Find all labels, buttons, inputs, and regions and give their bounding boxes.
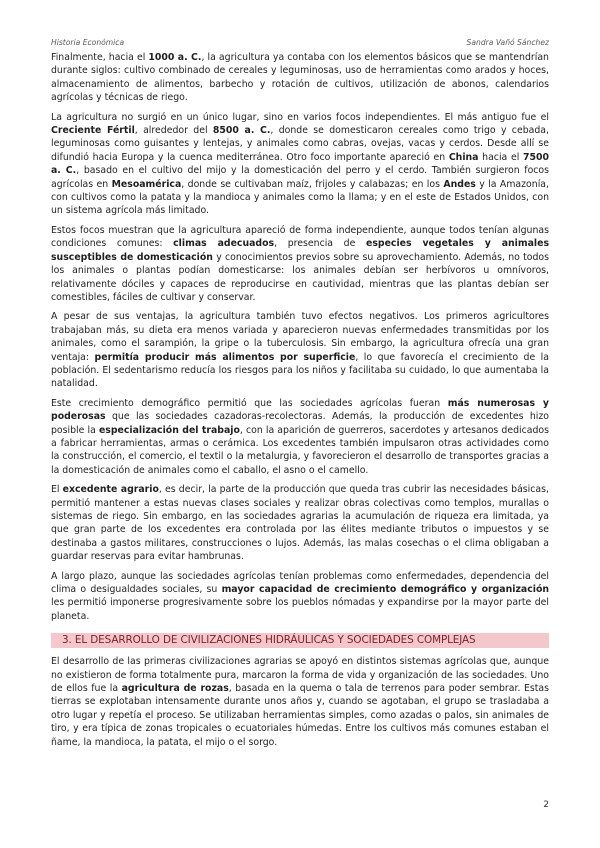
text-run: , donde se domesticaron cereales como trigo y cebada, leguminosas como guisantes y lentejas, y animales como cabras, ovejas, vacas y cerdos. Desde allí se difundió hacia Europa y la cuenca mediterránea. Otro foco importante apareció en — [51, 125, 549, 163]
text-run: , donde se cultivaban maíz, frijoles y calabazas; en los — [181, 178, 444, 190]
bold-term: Creciente Fértil — [51, 125, 135, 137]
text-run: Este crecimiento demográfico permitió que las sociedades agrícolas fueran — [51, 397, 448, 409]
bold-term: excedente agrario — [62, 484, 159, 496]
text-run: les permitió imponerse progresivamente sobre los pueblos nómadas y expandirse por la mayor parte del planeta. — [51, 597, 549, 622]
bold-term: Mesoamérica — [111, 178, 182, 190]
text-run: , basada en la quema o tala de terrenos para poder sembrar. Estas tierras se explotaban intensamente durante unos años y, cuando se agotaban, el grupo se trasladaba a otro lugar y repetía el proceso. Se utilizaban herramientas simples, como azadas o palos, sin animales de tiro, y era típica de zonas tropicales o ecuatoriales húmedas. Entre los cultivos más comunes estaban el ñame, la mandioca, la patata, el mijo o el sorgo. — [51, 683, 550, 748]
bold-term: 7500 a. C. — [51, 151, 549, 177]
text-run: Estos focos muestran que la agricultura apareció de forma independiente, aunque todos tenían algunas condiciones comunes: — [51, 224, 549, 250]
bold-term: mayor capacidad de crecimiento demográfico y organización — [221, 584, 550, 596]
text-run: , es decir, la parte de la producción que queda tras cubrir las necesidades básicas, permitió mantener a estas nuevas clases sociales y realizar obras colectivas como templos, murallas o sistemas de riego. Sin embargo, en las sociedades agrarias la acumulación de riqueza era limitada, ya que gran parte de los excedentes era controlada por las élites mediante tributos o impuestos y se destinaba a gastos militares, construcciones o lujos. Además, las malas cosechas o el clima obligaban a guardar reservas para evitar hambrunas. — [51, 484, 549, 563]
section-paragraphs — [51, 655, 549, 749]
body-paragraphs — [51, 51, 549, 623]
text-run: El — [51, 484, 63, 496]
bold-term: 1000 a. C. — [148, 52, 202, 63]
bold-term: China — [448, 151, 479, 163]
bold-term: permitía producir más alimentos por superficie — [94, 351, 356, 363]
text-run: A largo plazo, aunque las sociedades agrícolas tenían problemas como enfermedades, dependencia del clima o desigualdades sociales, su — [51, 570, 549, 596]
bold-term: 8500 a. C. — [212, 125, 271, 137]
text-run: hacia el — [478, 151, 523, 163]
paragraph — [51, 397, 549, 477]
paragraph — [51, 111, 549, 218]
bold-term: especialización del trabajo — [98, 424, 240, 436]
page-number: 2 — [543, 800, 549, 810]
text-run: y la Amazonía, con cultivos como la patata y la mandioca y animales como la llama; y en el este de Estados Unidos, con un sistema agrícola más limitado. — [51, 178, 549, 217]
paragraph — [51, 655, 549, 749]
text-run: La agricultura no surgió en un único lugar, sino en varios focos independientes. El más antiguo fue el — [51, 111, 549, 123]
text-run: A pesar de sus ventajas, la agricultura también tuvo efectos negativos. Los primeros agricultores trabajaban más, su dieta era menos variada y aparecieron nuevas enfermedades transmitidas por los animales, como el sarampión, la gripe o la tuberculosis. Sin embargo, la agricultura ofrecía una gran ventaja: — [51, 311, 549, 363]
section-heading: 3. EL DESARROLLO DE CIVILIZACIONES HIDRÁULICAS Y SOCIEDADES COMPLEJAS — [51, 633, 549, 648]
text-run: , lo que favorecía el crecimiento de la población. El sedentarismo reducía los riesgos para los niños y facilitaba su cuidado, lo que aumentaba la natalidad. — [51, 351, 549, 390]
page-content — [51, 51, 549, 755]
bold-term: agricultura de rozas — [121, 683, 229, 695]
bold-term: especies vegetales y animales susceptibles de domesticación — [51, 238, 550, 263]
paragraph — [51, 224, 549, 304]
paragraph — [51, 483, 549, 563]
text-run: , con la aparición de guerreros, sacerdotes y artesanos dedicados a fabricar herramientas, armas o cerámica. Los excedentes también impulsaron otras actividades como la construcción, el comercio, el textil o la metalurgia, y favorecieron el desarrollo de transportes gracias a la domesticación de animales como el caballo, el asno o el camello. — [51, 424, 549, 476]
text-run: que las sociedades cazadoras-recolectoras. Además, la producción de excedentes hizo posible la — [51, 411, 549, 436]
text-run: , la agricultura ya contaba con los elementos básicos que se mantendrían durante siglos: cultivo combinado de cereales y leguminosas, uso de herramientas como arados y hoces, almacenamiento de alimentos, barbecho y rotación de cultivos, utilización de abonos, calendarios agrícolas y técnicas de riego. — [51, 52, 549, 104]
paragraph — [51, 310, 549, 390]
paragraph — [51, 51, 549, 105]
header-course-title: Historia Económica — [51, 38, 125, 47]
bold-term: climas adecuados — [173, 238, 275, 250]
text-run: , presencia de — [274, 238, 366, 250]
bold-term: Andes — [443, 178, 476, 190]
text-run: Finalmente, hacia el — [51, 52, 149, 63]
paragraph — [51, 570, 549, 624]
text-run: , basado en el cultivo del mijo y la domesticación del perro y el cerdo. También surgieron focos agrícolas en — [51, 165, 550, 190]
header-author: Sandra Vañó Sánchez — [466, 38, 549, 47]
bold-term: más numerosas y poderosas — [51, 397, 549, 423]
text-run: y conocimientos previos sobre su aprovechamiento. Además, no todos los animales o plantas podían domesticarse: los animales debían ser herbívoros u omnívoros, relativamente dóciles y capaces de reproducirse en cautividad, mientras que las plantas debían ser comestibles, fáciles de cultivar y conservar. — [51, 251, 549, 303]
text-run: El desarrollo de las primeras civilizaciones agrarias se apoyó en distintos sistemas agrícolas que, aunque no existieron de forma totalmente pura, marcaron la forma de vida y organización de las sociedades. Uno de ellos fue la — [51, 656, 549, 695]
text-run: , alrededor del — [134, 125, 213, 137]
